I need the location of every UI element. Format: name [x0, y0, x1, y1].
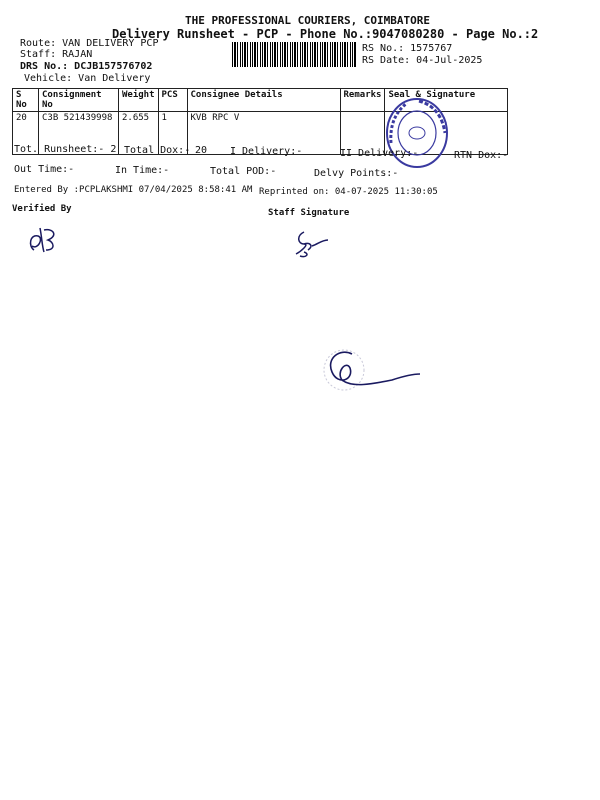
- i-delivery: I Delivery:-: [230, 146, 303, 157]
- cell-pcs: 1: [158, 112, 187, 155]
- in-time: In Time:-: [115, 165, 170, 176]
- cell-consignee: KVB RPC V: [187, 112, 340, 155]
- drs-number: DRS No.: DCJB157576702: [20, 61, 153, 72]
- tot-runsheet: Tot. Runsheet:- 2: [14, 144, 117, 155]
- rs-date: RS Date: 04-Jul-2025: [362, 55, 483, 66]
- entered-by: Entered By :PCPLAKSHMI 07/04/2025 8:58:41 AM: [14, 185, 253, 195]
- delvy-points: Delvy Points:-: [314, 168, 399, 179]
- col-header: Consignment No: [39, 89, 119, 112]
- total-dox-value: 20: [195, 145, 208, 156]
- barcode: [232, 42, 356, 67]
- route-label: Route: VAN DELIVERY PCP: [20, 38, 159, 49]
- col-header: Seal & Signature: [385, 89, 508, 112]
- staff-signature-label: Staff Signature: [268, 208, 350, 218]
- col-header: Consignee Details: [187, 89, 340, 112]
- reprinted-on: Reprinted on: 04-07-2025 11:30:05: [259, 187, 438, 197]
- vehicle-label: Vehicle: Van Delivery: [24, 73, 151, 84]
- total-dox-label: Total Dox:-: [124, 145, 191, 156]
- col-header: PCS: [158, 89, 187, 112]
- staff-signature: [290, 226, 332, 260]
- col-header: Weight: [119, 89, 159, 112]
- rtn-dox: RTN Dox:-: [454, 150, 509, 161]
- col-header: Remarks: [340, 89, 385, 112]
- company-name: THE PROFESSIONAL COURIERS, COIMBATORE: [185, 14, 431, 27]
- page-title: Delivery Runsheet - PCP - Phone No.:9047080280 - Page No.:2: [112, 27, 539, 41]
- total-pod: Total POD:-: [210, 166, 277, 177]
- col-header: S No: [13, 89, 39, 112]
- cell-sno: 20: [13, 112, 39, 155]
- cell-consignment: C3B 521439998: [39, 112, 119, 155]
- handwritten-signature: [312, 344, 424, 396]
- staff-label: Staff: RAJAN: [20, 49, 93, 60]
- verifier-signature: [24, 220, 66, 254]
- ii-delivery: II Delivery:-: [340, 148, 419, 159]
- cell-weight: 2.655: [119, 112, 159, 155]
- rs-number: RS No.: 1575767: [362, 43, 453, 54]
- verified-by-label: Verified By: [12, 204, 72, 214]
- out-time: Out Time:-: [14, 164, 75, 175]
